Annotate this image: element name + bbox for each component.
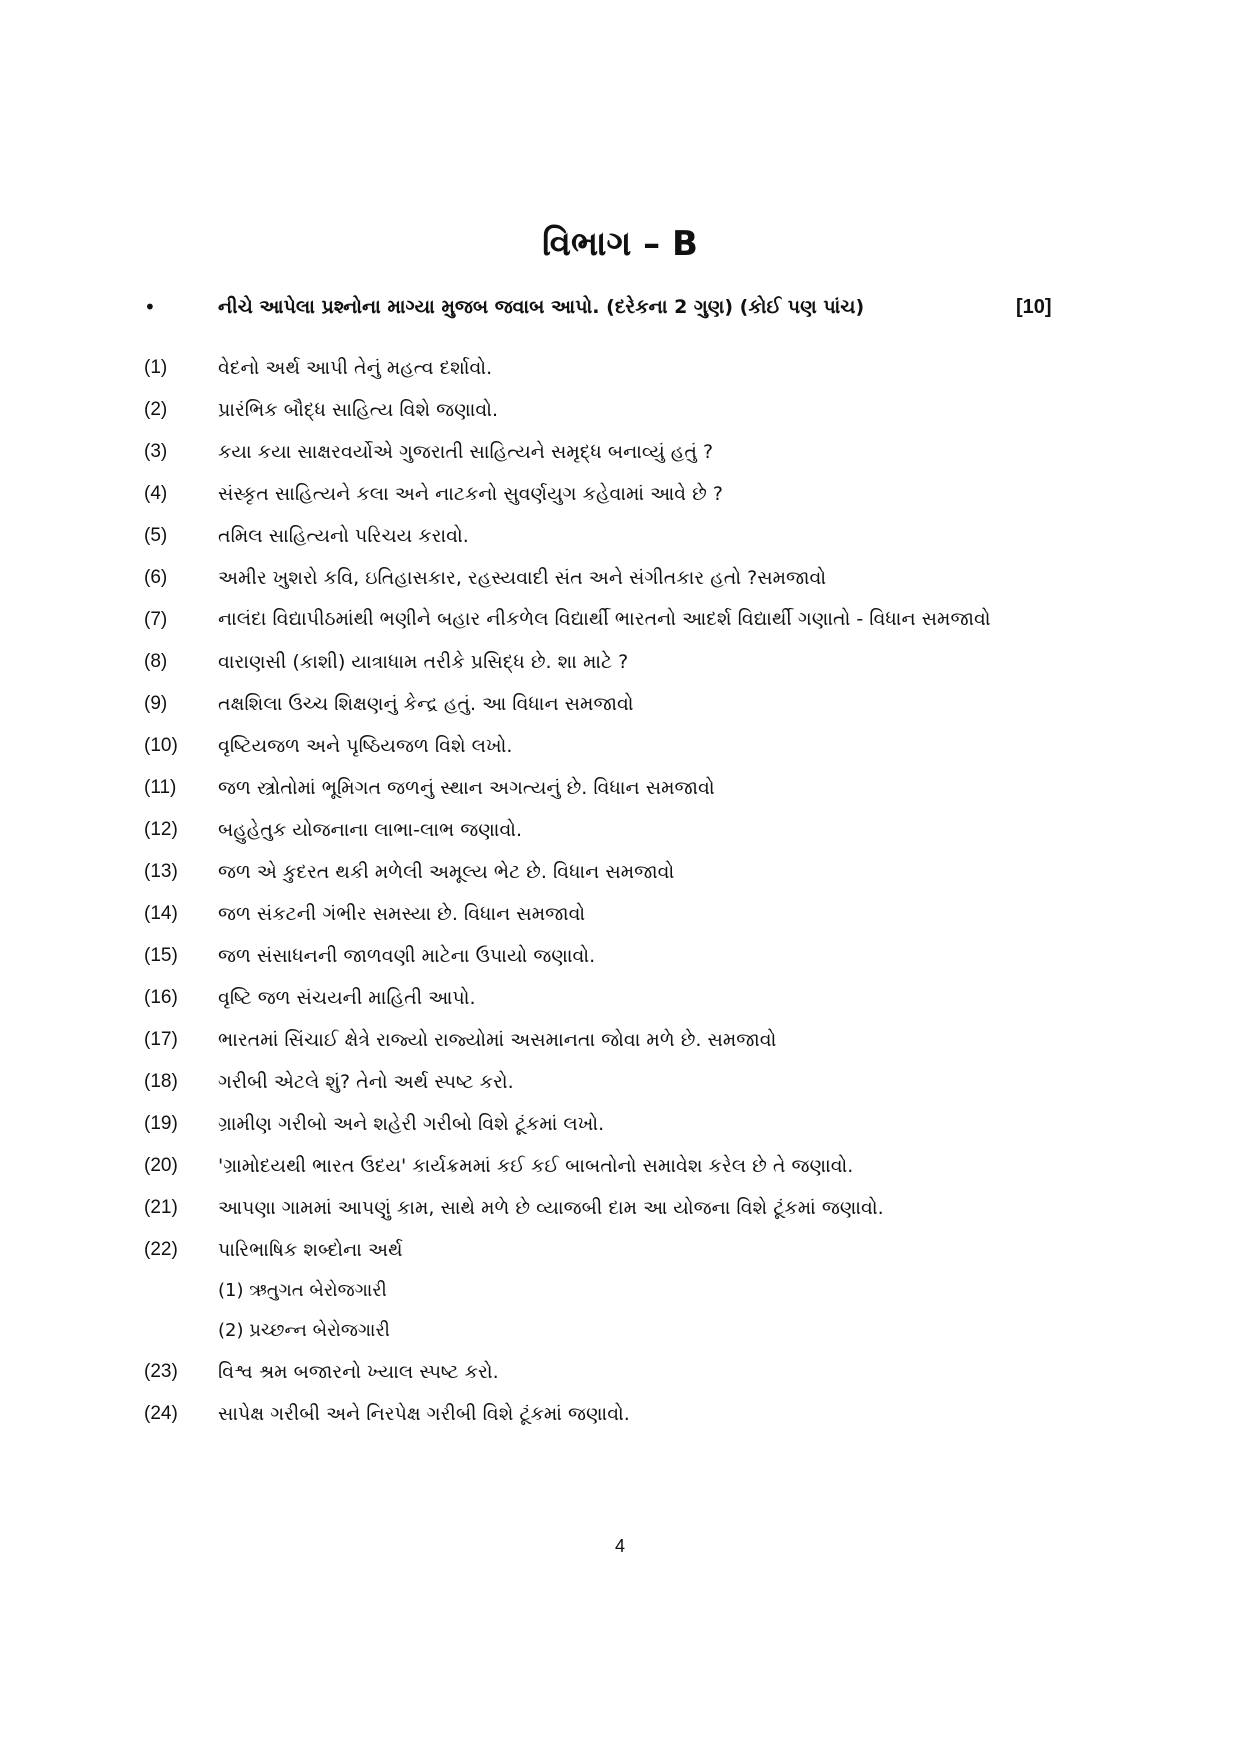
question-number: (23) (144, 1361, 178, 1382)
question-item (0, 641, 1240, 683)
question-list (0, 347, 1240, 1435)
question-text: 'ગ્રામોદયથી ભારત ઉદય' કાર્યક્રમમાં કઈ કઈ બાબતોનો સમાવેશ કરેલ છે તે જણાવો. (218, 1155, 854, 1177)
question-item (0, 1187, 1240, 1229)
instruction-text: નીચે આપેલા પ્રશ્નોના માગ્યા મુજબ જવાબ આપો. (દરેકના 2 ગુણ) (કોઈ પણ પાંચ) (218, 296, 865, 318)
question-number: (15) (144, 945, 178, 966)
question-item (0, 1351, 1240, 1393)
question-text: નાલંદા વિદ્યાપીઠમાંથી ભણીને બહાર નીકળેલ વિદ્યાર્થી ભારતનો આદર્શ વિદ્યાર્થી ગણાતો - વિધાન સમજાવો (218, 608, 991, 630)
question-text: સાપેક્ષ ગરીબી અને નિરપેક્ષ ગરીબી વિશે ટૂંકમાં જણાવો. (218, 1403, 630, 1425)
question-item (0, 977, 1240, 1019)
question-number: (22) (144, 1239, 178, 1260)
question-text: વારાણસી (કાશી) યાત્રાધામ તરીકે પ્રસિદ્ધ છે. શા માટે ? (218, 651, 629, 673)
question-number: (8) (144, 651, 168, 672)
question-item (0, 893, 1240, 935)
question-item (0, 809, 1240, 851)
question-number: (18) (144, 1071, 178, 1092)
question-number: (6) (144, 567, 168, 588)
question-number: (11) (144, 777, 177, 798)
question-item (0, 725, 1240, 767)
marks-label: [10] (1016, 296, 1052, 318)
question-text: જળ સ્ત્રોતોમાં ભૂમિગત જળનું સ્થાન અગત્યનું છે. વિધાન સમજાવો (218, 777, 715, 799)
question-item (0, 767, 1240, 809)
question-number: (3) (144, 441, 168, 462)
question-text: જળ સંકટની ગંભીર સમસ્યા છે. વિધાન સમજાવો (218, 903, 586, 925)
question-text: કયા કયા સાક્ષરવર્યોએ ગુજરાતી સાહિત્યને સમૃદ્ધ બનાવ્યું હતું ? (218, 441, 714, 463)
question-text: ગ્રામીણ ગરીબો અને શહેરી ગરીબો વિશે ટૂંકમાં લખો. (218, 1113, 605, 1135)
question-text: વિશ્વ શ્રમ બજારનો ખ્યાલ સ્પષ્ટ કરો. (218, 1361, 499, 1383)
question-item (0, 1145, 1240, 1187)
question-number: (13) (144, 861, 178, 882)
question-text: વેદનો અર્થ આપી તેનું મહત્વ દર્શાવો. (218, 357, 493, 379)
question-number: (1) (144, 357, 168, 378)
question-number: (12) (144, 819, 178, 840)
question-text: બહુહેતુક યોજનાના લાભા-લાભ જણાવો. (218, 819, 523, 841)
question-number: (20) (144, 1155, 178, 1176)
question-item (0, 557, 1240, 599)
question-text: ગરીબી એટલે શું? તેનો અર્થ સ્પષ્ટ કરો. (218, 1071, 514, 1093)
question-number: (2) (144, 399, 168, 420)
question-number: (21) (144, 1197, 178, 1218)
question-number: (14) (144, 903, 178, 924)
question-number: (16) (144, 987, 178, 1008)
question-number: (17) (144, 1029, 178, 1050)
question-item (0, 389, 1240, 431)
question-number: (5) (144, 525, 168, 546)
question-item (0, 935, 1240, 977)
question-text: પ્રારંભિક બૌદ્ધ સાહિત્ય વિશે જણાવો. (218, 399, 498, 421)
instruction-line (0, 287, 1240, 327)
question-text: જળ એ કુદરત થકી મળેલી અમૂલ્ય ભેટ છે. વિધાન સમજાવો (218, 861, 675, 883)
question-number: (24) (144, 1403, 178, 1424)
question-text: તમિલ સાહિત્યનો પરિચય કરાવો. (218, 525, 469, 547)
question-text: તક્ષશિલા ઉચ્ચ શિક્ષણનું કેન્દ્ર હતું. આ વિધાન સમજાવો (218, 693, 634, 715)
question-item (0, 473, 1240, 515)
question-text: સંસ્કૃત સાહિત્યને કલા અને નાટકનો સુવર્ણયુગ કહેવામાં આવે છે ? (218, 483, 723, 505)
question-number: (7) (144, 609, 168, 630)
question-text: અમીર ખુશરો કવિ, ઇતિહાસકાર, રહસ્યવાદી સંત અને સંગીતકાર હતો ?સમજાવો (218, 567, 827, 589)
question-item (0, 683, 1240, 725)
question-item (0, 1019, 1240, 1061)
question-subitem: (1) ઋતુગત બેરોજગારી (218, 1280, 387, 1301)
section-title: વિભાગ – B (542, 224, 698, 264)
question-number: (10) (144, 735, 178, 756)
question-text: પારિભાષિક શબ્દોના અર્થ (218, 1239, 403, 1261)
question-item (0, 1103, 1240, 1145)
page-number: 4 (614, 1536, 625, 1556)
question-text: વૃષ્ટિ જળ સંચયની માહિતી આપો. (218, 987, 476, 1009)
question-text: જળ સંસાધનની જાળવણી માટેના ઉપાયો જણાવો. (218, 945, 596, 967)
question-number: (19) (144, 1113, 178, 1134)
question-number: (9) (144, 693, 168, 714)
question-item (0, 431, 1240, 473)
question-item (0, 347, 1240, 389)
question-text: આપણા ગામમાં આપણું કામ, સાથે મળે છે વ્યાજબી દામ આ યોજના વિશે ટૂંકમાં જણાવો. (218, 1197, 884, 1219)
question-item (0, 599, 1240, 641)
question-item (0, 1061, 1240, 1103)
question-item (0, 515, 1240, 557)
question-text: ભારતમાં સિંચાઈ ક્ષેત્રે રાજ્યો રાજ્યોમાં અસમાનતા જોવા મળે છે. સમજાવો (218, 1029, 777, 1051)
question-subitem: (2) પ્રચ્છન્ન બેરોજગારી (218, 1320, 390, 1341)
question-item (0, 851, 1240, 893)
question-text: વૃષ્ટિયજળ અને પૃષ્ઠિયજળ વિશે લખો. (218, 735, 513, 757)
question-item (0, 1393, 1240, 1435)
bullet: • (144, 295, 156, 319)
question-number: (4) (144, 483, 168, 504)
question-item (0, 1229, 1240, 1351)
